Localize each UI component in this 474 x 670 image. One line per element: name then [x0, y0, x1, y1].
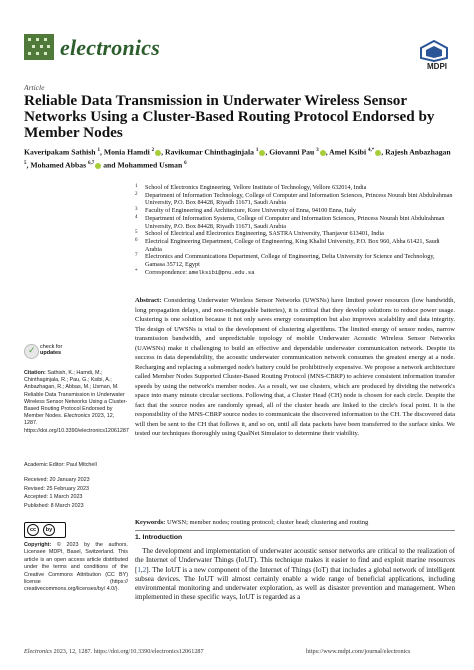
affiliation-item [135, 269, 455, 277]
author-name: Rajesh Anbazhagan [385, 147, 451, 157]
affiliation-item [135, 192, 455, 207]
affiliation-text: Department of Information Technology, College of Computer and Information Sciences, Princess Nourah bint Abdulrahman University, P.O. Box 84428, Riyadh 11671, Saudi Arabia [145, 191, 453, 207]
date-revised: Revised: 25 February 2023 [24, 485, 90, 492]
affiliation-text: Electronics and Communications Department, College of Engineering, Delta University for Science and Technology, Gamasa 35712, Egypt [145, 253, 435, 269]
affiliation-number: 6 [135, 237, 138, 243]
author-name: Mohammed Usman [117, 160, 185, 170]
author-list [24, 145, 454, 171]
check-updates-line2: updates [40, 350, 62, 356]
author-affiliation-marker: 1 [97, 148, 100, 153]
citation-text: Sathish, K.; Hamdi, M.; Chinthaginjala, R.; Pau, G.; Ksibi, A.; Anbazhagan, R.; Abbas, M.; Usman, M. Reliable Data Transmission in Underwater Wireless Sensor Networks Using a Cluster-Based Routing Protocol Endorsed by Member Nodes. [24, 370, 128, 420]
author-name: Ravikumar Chinthaginjala [165, 147, 256, 157]
article-type: Article [24, 83, 45, 92]
author-name: Giovanni Pau [269, 147, 317, 157]
abstract-text: Considering Underwater Wireless Sensor Networks (UWSNs) have limited power resources (low bandwidth, long propagation delays, and non-rechargeable batteries), it is critical that they develop solutions to reduce power usage. Clustering is one solution because it not only saves energy consumption but also improves scalability and data integrity. The design of UWSNs is vital to the development of clustering algorithms. The limited energy of sensor nodes, narrow transmission bandwidth, and unpredictable topology of mobile Underwater Acoustic Wireless Sensor Networks (UAWSNs) make it challenging to build an effective and dependable underwater communication network. Despite its success in data dependability, the acoustic underwater communication network consumes the greatest energy at a node. Recharging and replacing a submerged node's battery could be prohibitively expensive. We propose a network architecture called Member Nodes Supported Cluster-Based Routing Protocol (MNS-CBRP) to achieve consistent information transfer speeds by using the network's member nodes. As a result, we use clusters, which are produced by dividing the network's space into many minute circular sections. Following that, a Cluster Head (CH) node is chosen for each circle. Despite the fact that the source nodes are randomly spread, all of the cluster heads are linked to the circle's focal point. It is the responsibility of the MNS-CBRP source nodes to communicate the discovered information to the CH. The discovered data will then be sent to the CH that follows it, and so on, until all data packets have been transferred to the surface sinks. We tested our techniques thoroughly using QualNet Simulator to determine their viability. [135, 297, 456, 437]
affiliation-item [135, 253, 455, 268]
affiliation-item [135, 230, 455, 238]
affiliation-text: Correspondence: [145, 268, 189, 276]
author-affiliation-marker: 4,* [368, 148, 375, 153]
footer-journal-link[interactable]: https://www.mdpi.com/journal/electronics [306, 648, 411, 655]
author-separator: , [99, 147, 104, 157]
mdpi-logo-text: MDPI [427, 62, 447, 71]
author-separator: , [161, 147, 166, 157]
footer-doi: 2023, 12, 1287. https://doi.org/10.3390/electronics12061287 [53, 648, 204, 655]
journal-name: electronics [60, 35, 160, 60]
check-for-updates-icon[interactable]: ✓ [24, 344, 39, 359]
mdpi-logo-icon [416, 40, 452, 62]
affiliation-text: Department of Information Systems, College of Computer and Information Sciences, Princess Nourah bint Abdulrahman University, P.O. Box 84428, Riyadh 11671, Saudi Arabia [145, 214, 445, 230]
date-received: Received: 20 January 2023 [24, 477, 90, 483]
academic-editor: Academic Editor: Paul Mitchell [24, 462, 97, 468]
author-name: Kaveripakam Sathish [24, 147, 98, 157]
affiliation-text: School of Electrical and Electronics Engineering, SASTRA University, Thanjavur 613401, India [145, 230, 384, 238]
author-affiliation-marker: 6,7 [88, 161, 95, 167]
abstract [135, 296, 455, 439]
footer-citation [24, 648, 204, 655]
affiliation-text: Electrical Engineering Department, College of Engineering, King Khalid University, P.O. Box 960, Abha 61421, Saudi Arabia [145, 237, 440, 253]
citation-journal: Electronics [63, 413, 91, 420]
affiliation-list [135, 184, 455, 276]
cc-icon: cc [27, 524, 39, 536]
citation-separator: , [140, 565, 143, 574]
cc-by-license-icon[interactable] [24, 522, 66, 538]
author-name: Amel Ksibi [329, 147, 369, 157]
keywords-text: UWSN; member nodes; routing protocol; cluster head; clustering and routing [166, 519, 369, 526]
author-separator: and [101, 160, 118, 170]
author-affiliation-marker: 3 [316, 148, 319, 153]
footer-journal: Electronics [24, 648, 52, 655]
keywords-label: Keywords: [135, 519, 166, 526]
affiliation-text: Faculty of Engineering and Architecture, Kore University of Enna, 94100 Enna, Italy [145, 207, 356, 215]
author-name: Monia Hamdi [103, 147, 152, 157]
copyright-notice [24, 542, 128, 594]
introduction-text [135, 547, 455, 603]
affiliation-item [135, 207, 455, 215]
abstract-label: Abstract: [135, 297, 162, 304]
author-affiliation-marker: 5 [24, 161, 27, 167]
check-updates-line1: check for [40, 344, 63, 350]
date-published: Published: 8 March 2023 [24, 502, 84, 509]
correspondence-email-link[interactable]: amelksibi@pnu.edu.sa [188, 268, 255, 276]
affiliation-number: 5 [135, 230, 138, 236]
intro-text-part: ]. The IoUT is a new component of the Internet of Things (IoT) that includes a global network of intelligent subsea devices. The IoUT will almost certainly enable a wide range of beneficial applications, including environmental monitoring and underwater exploration, as well as disaster prevention and management. When implemented in these specific ways, IoUT is regarded as a [135, 565, 455, 602]
affiliation-number: * [135, 268, 138, 274]
keywords [135, 518, 455, 527]
citation-block [24, 370, 128, 435]
affiliation-number: 7 [135, 253, 138, 259]
affiliation-item [135, 184, 455, 192]
section-divider [135, 530, 455, 531]
citation-doi-link[interactable]: 2023, 12, 1287. https://doi.org/10.3390/electronics12061287 [24, 413, 129, 434]
author-separator: , [325, 147, 330, 157]
publication-dates [24, 476, 128, 510]
citation-link-1[interactable]: 1 [137, 565, 141, 574]
affiliation-number: 3 [135, 207, 138, 213]
citation-label: Citation: [24, 370, 46, 376]
check-for-updates-button[interactable] [40, 344, 62, 356]
author-name: Mohamed Abbas [30, 160, 89, 170]
affiliation-item [135, 215, 455, 230]
author-affiliation-marker: 1 [255, 148, 259, 153]
article-title: Reliable Data Transmission in Underwater Wireless Sensor Networks Using a Cluster-Based Routing Protocol Endorsed by Member Nodes [24, 92, 435, 141]
affiliation-number: 2 [135, 191, 138, 197]
affiliation-item [135, 238, 455, 253]
intro-text-part: The development and implementation of underwater acoustic sensor networks are critical to the realization of the Internet of Underwater Things (IoUT). This technique makes it easier to find and exploit marine resources [ [135, 547, 455, 574]
author-affiliation-marker: 6 [184, 161, 187, 167]
affiliation-number: 1 [135, 184, 138, 189]
date-accepted: Accepted: 1 March 2023 [24, 494, 83, 500]
copyright-text: © 2023 by the authors. Licensee MDPI, Basel, Switzerland. This article is an open access article distributed under the terms and conditions of the Creative Commons Attribution (CC BY) license (https:// creativecommons.org/licenses/by/ 4.0/). [24, 542, 128, 593]
author-affiliation-marker: 2 [151, 148, 155, 153]
author-separator: , [265, 147, 270, 157]
affiliation-number: 4 [135, 214, 138, 220]
copyright-label: Copyright: [24, 542, 52, 548]
author-separator: , [26, 160, 31, 170]
journal-logo [24, 34, 54, 60]
section-heading-introduction: 1. Introduction [135, 534, 183, 541]
citation-link-2[interactable]: 2 [142, 565, 147, 574]
by-icon: by [43, 524, 55, 536]
author-separator: , [381, 147, 386, 157]
affiliation-text: School of Electronics Engineering, Vellore Institute of Technology, Vellore 632014, India [145, 184, 367, 191]
